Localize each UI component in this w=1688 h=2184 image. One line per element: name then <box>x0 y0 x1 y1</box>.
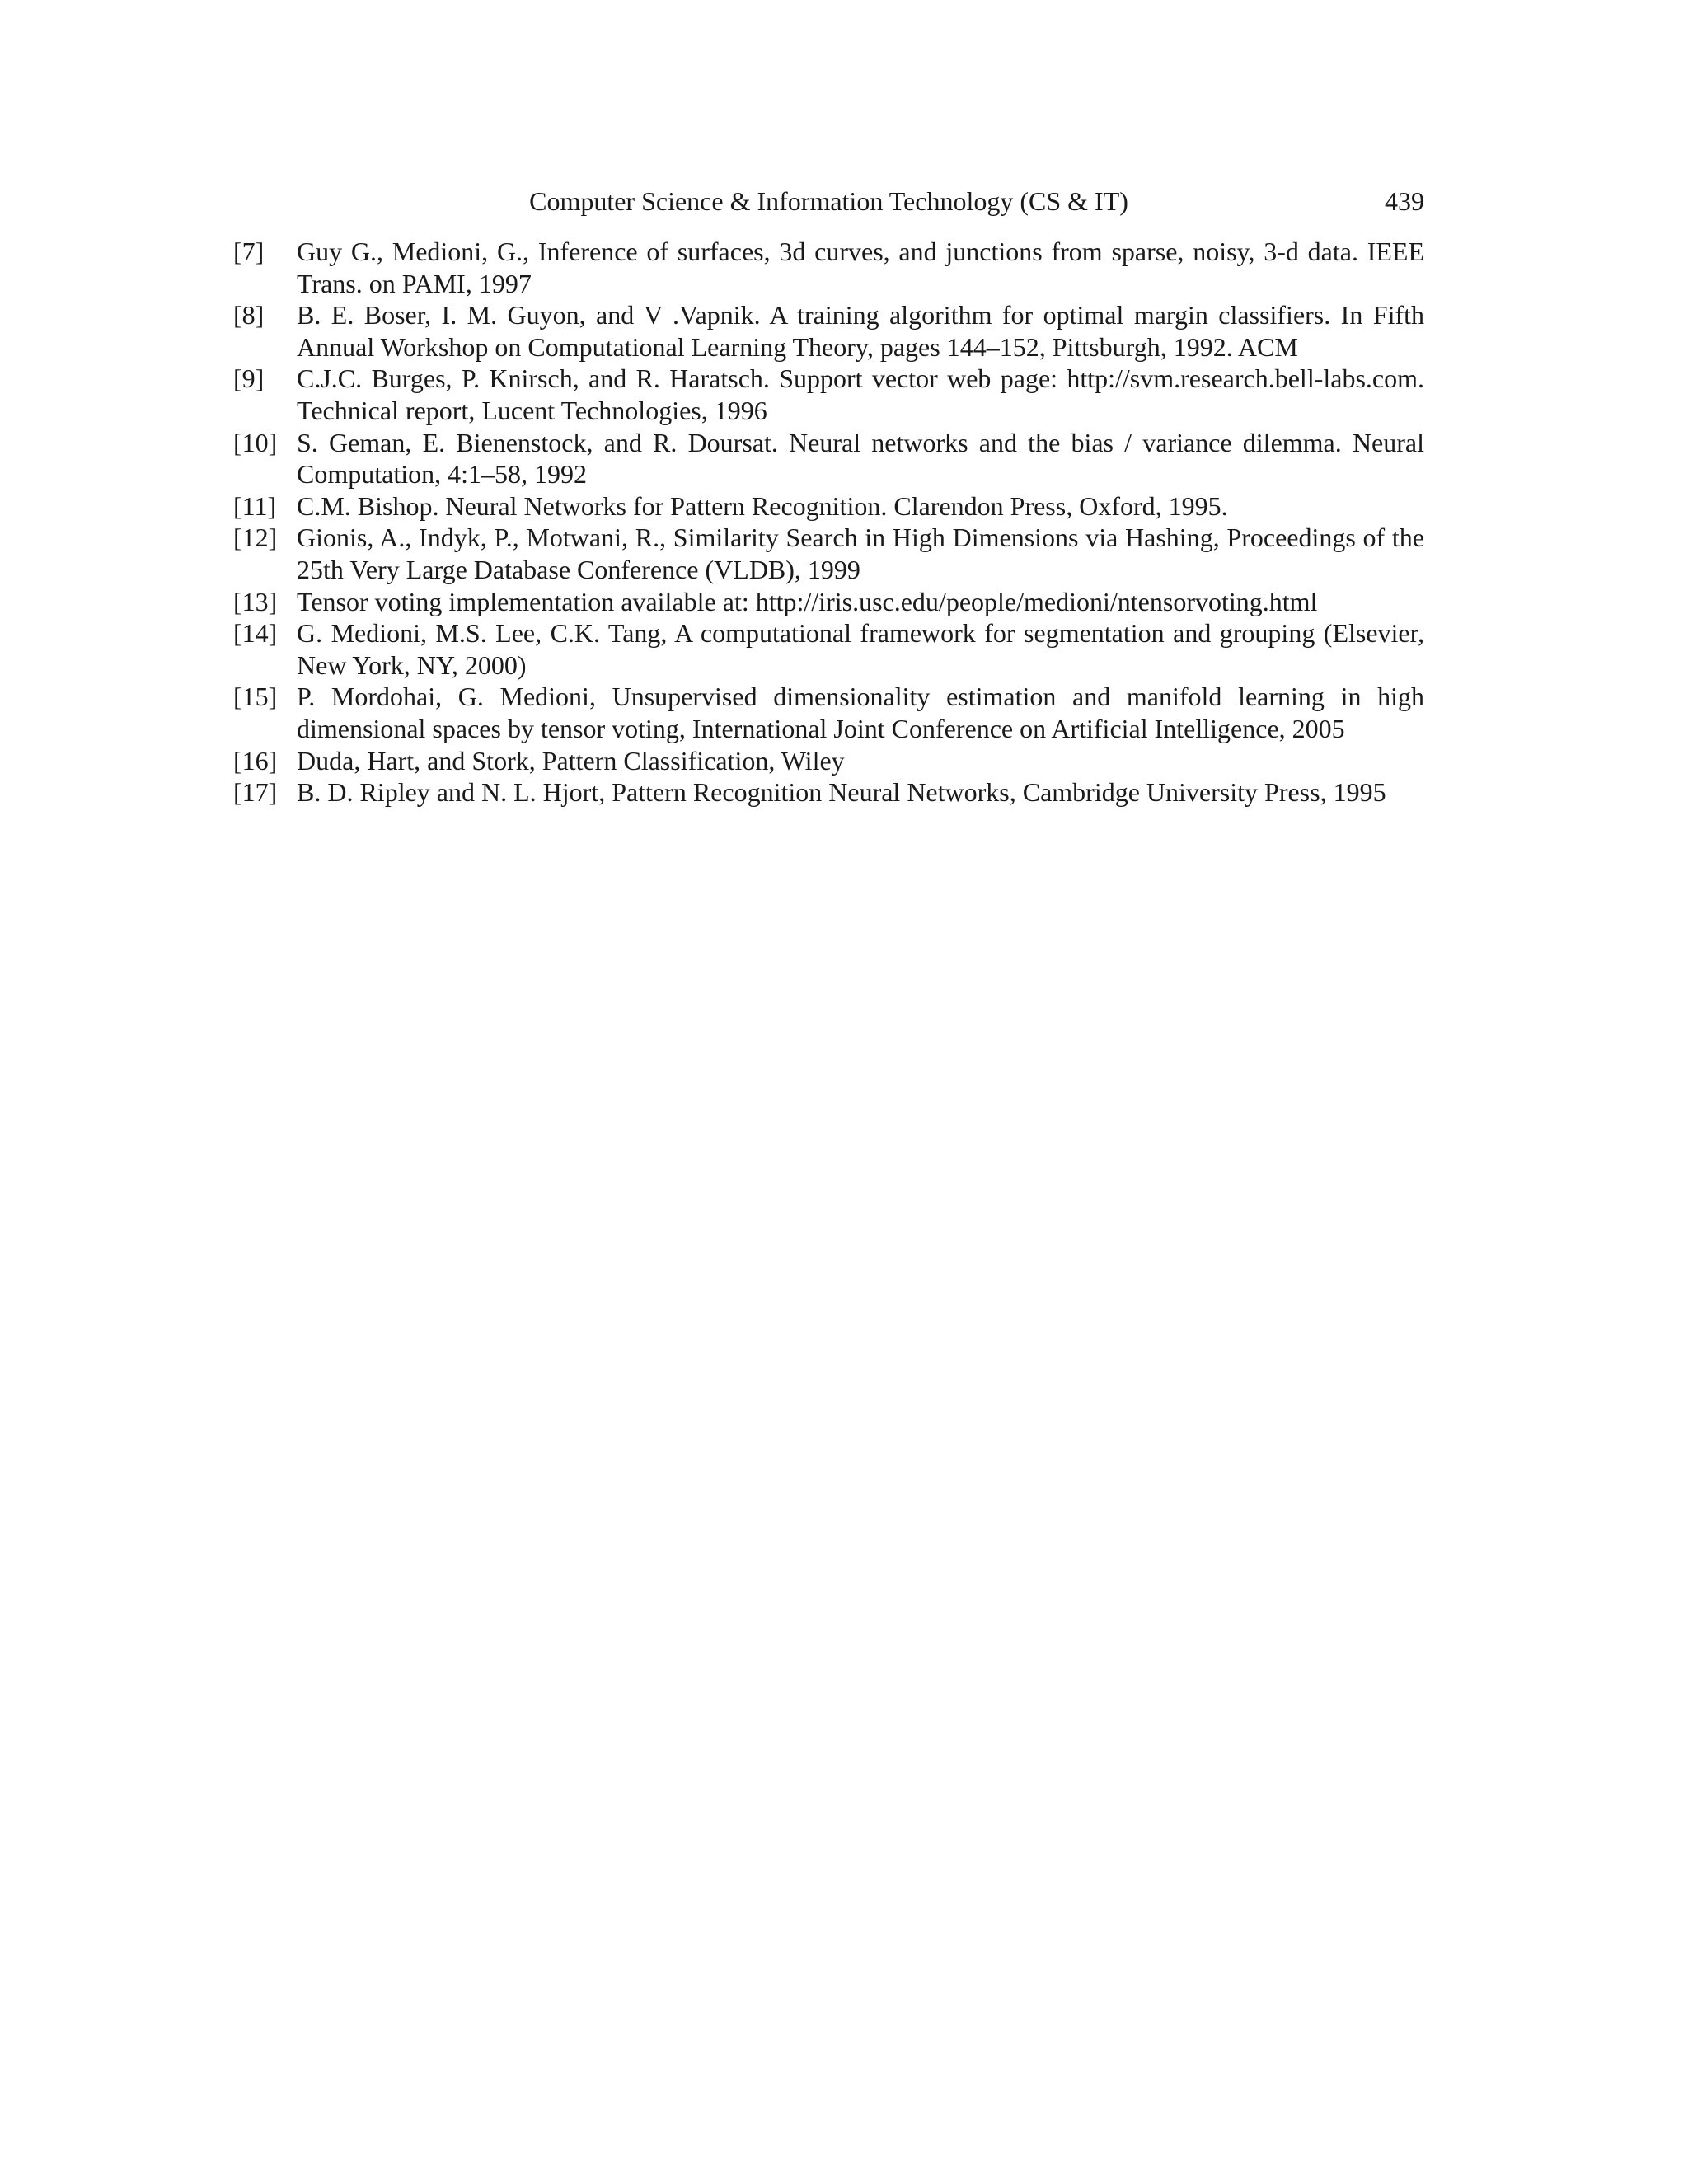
reference-text: Guy G., Medioni, G., Inference of surfaces, 3d curves, and junctions from sparse, noisy, 3-d data. IEEE Trans. on PAMI, 1997 <box>297 237 1424 298</box>
reference-text: B. D. Ripley and N. L. Hjort, Pattern Recognition Neural Networks, Cambridge University Press, 1995 <box>297 777 1386 808</box>
reference-label: [9] <box>233 363 265 394</box>
reference-item <box>233 522 1424 585</box>
reference-label: [15] <box>233 682 278 712</box>
reference-item <box>233 490 1424 523</box>
reference-label: [13] <box>233 586 278 616</box>
reference-item <box>233 236 1424 299</box>
reference-label: [11] <box>233 490 277 521</box>
reference-item <box>233 745 1424 777</box>
reference-item <box>233 427 1424 490</box>
reference-label: [12] <box>233 523 278 553</box>
reference-text: Duda, Hart, and Stork, Pattern Classification, Wiley <box>297 745 845 776</box>
reference-text: Tensor voting implementation available at: http://iris.usc.edu/people/medioni/ntensorvoting.html <box>297 586 1318 616</box>
reference-item <box>233 586 1424 618</box>
reference-label: [10] <box>233 427 278 457</box>
reference-text: G. Medioni, M.S. Lee, C.K. Tang, A computational framework for segmentation and grouping (Elsevier, New York, NY, 2000) <box>297 618 1424 680</box>
page-number: 439 <box>1385 186 1424 216</box>
reference-text: P. Mordohai, G. Medioni, Unsupervised dimensionality estimation and manifold learning in high dimensional spaces by tensor voting, International Joint Conference on Artificial Intelligence, 2005 <box>297 682 1424 743</box>
reference-item <box>233 776 1424 808</box>
reference-text: S. Geman, E. Bienenstock, and R. Doursat. Neural networks and the bias / variance dilemma. Neural Computation, 4:1–58, 1992 <box>297 427 1424 490</box>
reference-label: [7] <box>233 237 265 266</box>
reference-item <box>233 363 1424 426</box>
reference-label: [17] <box>233 777 278 808</box>
reference-text: C.M. Bishop. Neural Networks for Pattern Recognition. Clarendon Press, Oxford, 1995. <box>297 490 1228 521</box>
reference-label: [14] <box>233 618 278 649</box>
reference-item <box>233 299 1424 363</box>
reference-text: B. E. Boser, I. M. Guyon, and V .Vapnik. A training algorithm for optimal margin classifiers. In Fifth Annual Workshop on Computational Learning Theory, pages 144–152, Pittsburgh, 1992. ACM <box>297 300 1424 362</box>
journal-title: Computer Science & Information Technology (CS & IT) <box>529 186 1128 216</box>
reference-text: Gionis, A., Indyk, P., Motwani, R., Similarity Search in High Dimensions via Hashing, Proceedings of the 25th Very Large Database Conference (VLDB), 1999 <box>297 523 1424 584</box>
reference-text: C.J.C. Burges, P. Knirsch, and R. Haratsch. Support vector web page: http://svm.research.bell-labs.com. Technical report, Lucent Technologies, 1996 <box>297 363 1424 425</box>
reference-label: [16] <box>233 745 278 776</box>
reference-item <box>233 617 1424 681</box>
reference-list <box>233 236 1424 808</box>
running-header <box>233 183 1424 219</box>
reference-label: [8] <box>233 300 265 330</box>
reference-item <box>233 681 1424 744</box>
